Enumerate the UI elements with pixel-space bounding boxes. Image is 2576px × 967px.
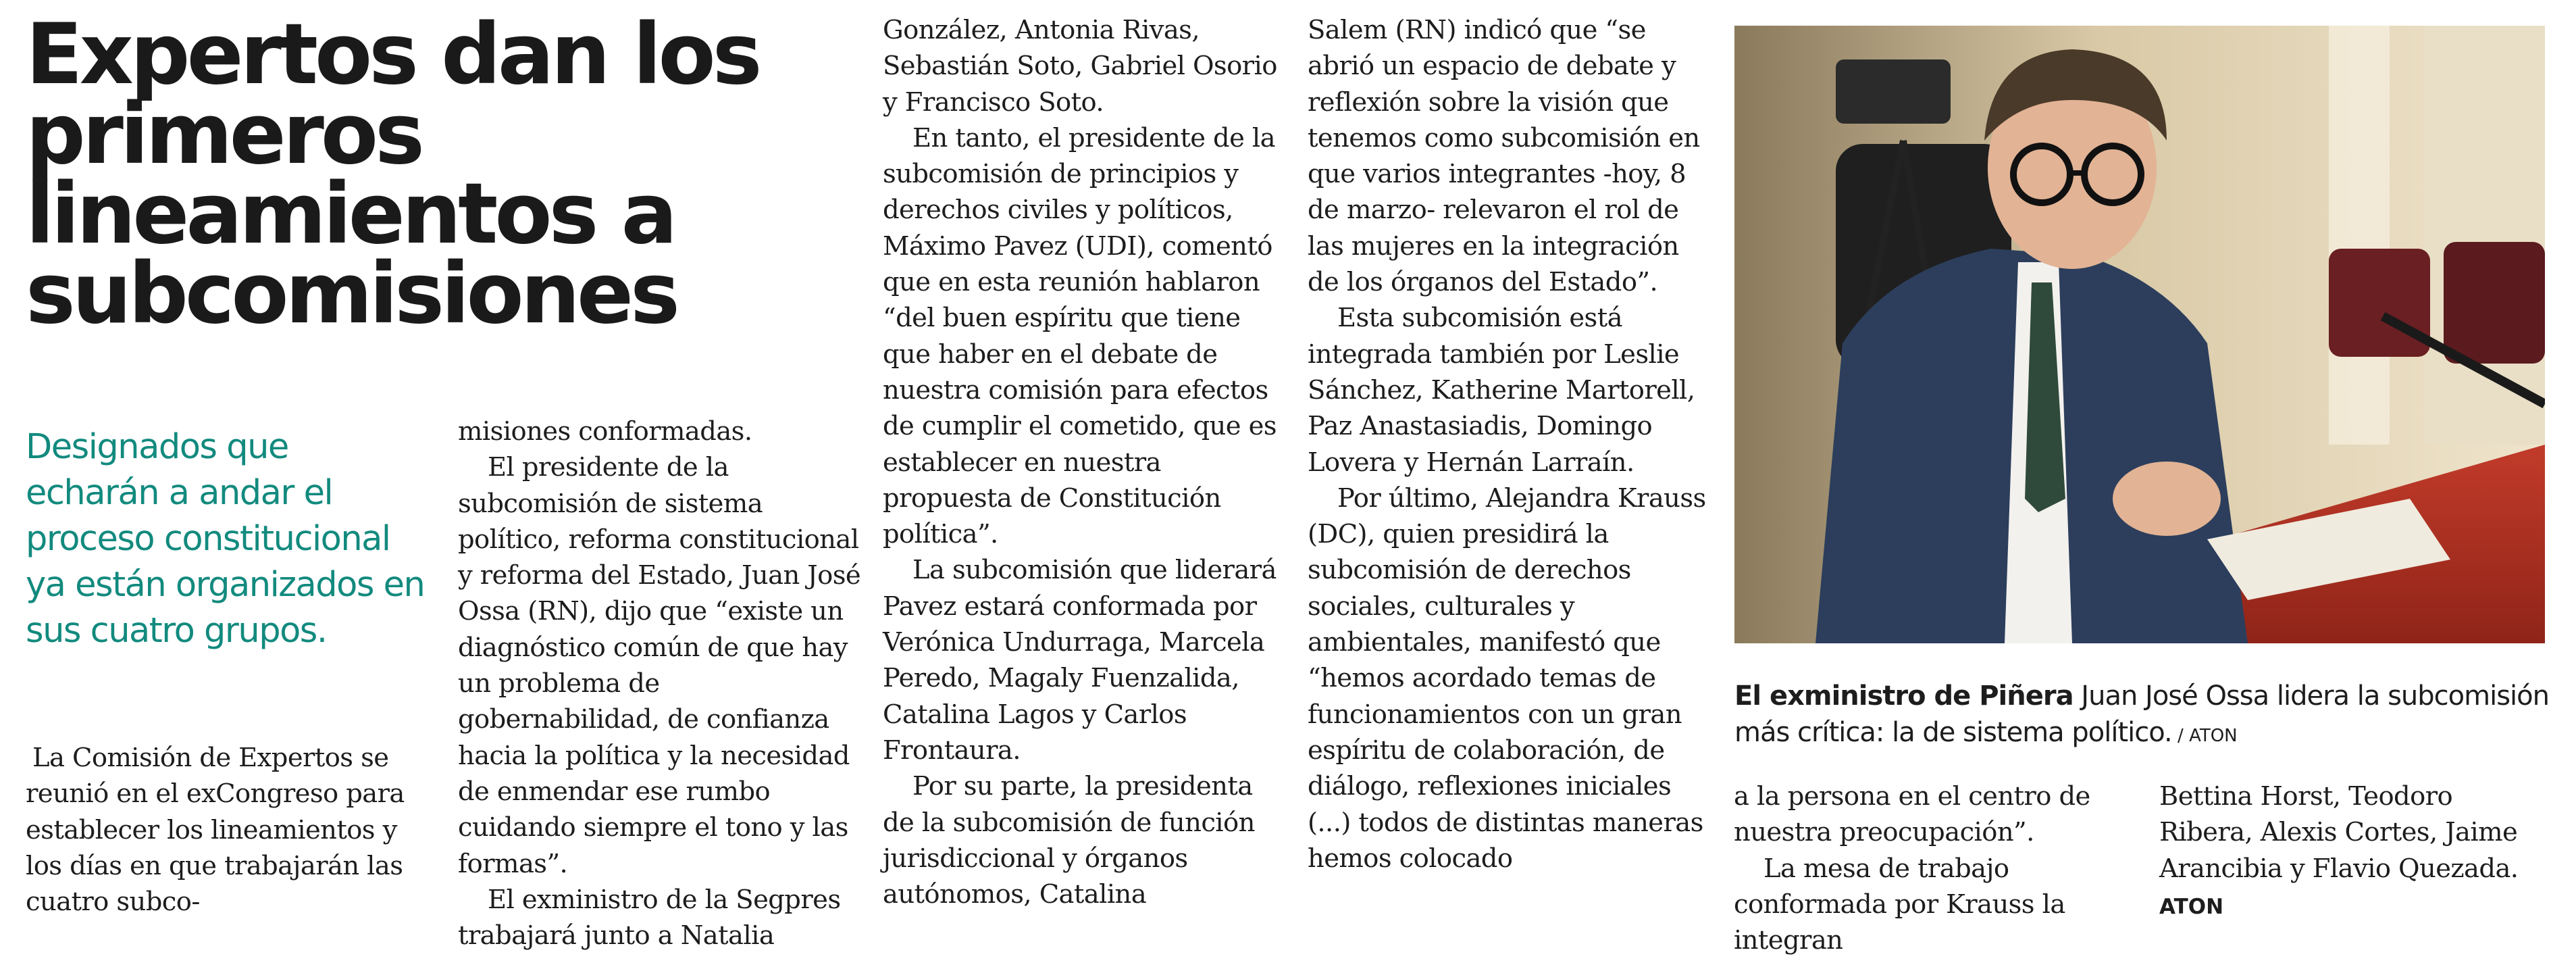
body-paragraph-8a: Por último, Alejandra Krauss (DC), quien presidirá la subcomisión de derechos sociales, culturales y ambientales, manifestó que “hemos acordado temas de funcionamientos con un gran espíritu de colaboración, de diálogo, reflexiones iniciales (...) todos de distintas maneras hemos colocado [1308, 482, 1706, 874]
body-paragraph-3a: El exministro de la Segpres trabajará junto a Natalia [458, 884, 841, 951]
body-column-5 [1734, 778, 2139, 958]
byline: ATON [2159, 894, 2224, 919]
body-column-4 [1308, 12, 1713, 876]
body-paragraph-9b: Bettina Horst, Teodoro Ribera, Alexis Cortes, Jaime Arancibia y Flavio Quezada. [2159, 781, 2519, 884]
photo-illustration [1734, 26, 2545, 643]
body-column-1 [26, 740, 431, 920]
deck-subheadline: Designados que echarán a andar el proceso constitucional ya están organizados en sus cuatro grupos. [26, 427, 425, 651]
body-paragraph-1b: misiones conformadas. [458, 416, 752, 447]
body-paragraph-7: Esta subcomisión está integrada también por Leslie Sánchez, Katherine Martorell, Paz Anastasiadis, Domingo Lovera y Hernán Larraín. [1308, 303, 1695, 478]
article-photo [1734, 26, 2545, 643]
body-paragraph-9a: La mesa de trabajo conformada por Krauss la integran [1734, 853, 2065, 956]
body-paragraph-6b: Salem (RN) indicó que “se abrió un espacio de debate y reflexión sobre la visión que tenemos como subcomisión en que varios integrantes -hoy, 8 de marzo- relevaron el rol de las mujeres en la integración de los órganos del Estado”. [1308, 15, 1700, 298]
caption-credit: / ATON [2171, 726, 2238, 746]
body-column-3 [883, 12, 1288, 912]
caption-lead: El exministro de Piñera [1734, 680, 2073, 712]
body-paragraph-1a: La Comisión de Expertos se reunió en el exCongreso para establecer los lineamientos y los días en que trabajarán las cuatro subco- [26, 743, 405, 918]
body-paragraph-4: En tanto, el presidente de la subcomisión de principios y derechos civiles y políticos, Máximo Pavez (UDI), comentó que en esta reunión hablaron “del buen espíritu que tiene que haber en el debate de nuestra comisión para efectos de cumplir el cometido, que es establecer en nuestra propuesta de Constitución política”. [883, 122, 1277, 550]
body-column-6 [2159, 778, 2551, 925]
body-paragraph-6a: Por su parte, la presidenta de la subcomisión de función jurisdiccional y órganos autónomos, Catalina [883, 771, 1255, 910]
caption-text: Juan José Ossa lidera la subcomisión más crítica: la de sistema político. [1734, 680, 2549, 748]
body-paragraph-5: La subcomisión que liderará Pavez estará conformada por Verónica Undurraga, Marcela Peredo, Magaly Fuenzalida, Catalina Lagos y Carlos Frontaura. [883, 555, 1277, 766]
body-paragraph-3b: González, Antonia Rivas, Sebastián Soto, Gabriel Osorio y Francisco Soto. [883, 15, 1277, 118]
body-paragraph-2: El presidente de la subcomisión de sistema político, reforma constitucional y reforma del Estado, Juan José Ossa (RN), dijo que “existe un diagnóstico común de que hay un problema de gobernabilidad, de confianza hacia la política y la necesidad de enmendar ese rumbo cuidando siempre el tono y las formas”. [458, 452, 861, 879]
body-column-2 [458, 414, 863, 953]
photo-caption [1734, 678, 2552, 754]
headline: Expertos dan los primeros lineamientos a subcomisiones [26, 6, 759, 343]
body-paragraph-8b: a la persona en el centro de nuestra preocupación”. [1734, 781, 2090, 848]
